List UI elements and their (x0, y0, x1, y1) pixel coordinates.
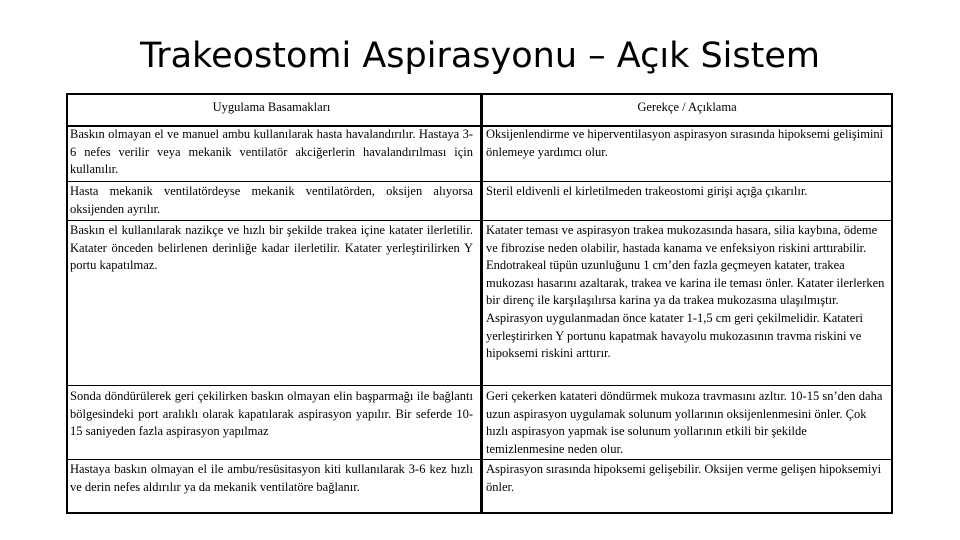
header-steps: Uygulama Basamakları (212, 100, 331, 114)
reason-cell-5: Aspirasyon sırasında hipoksemi gelişebilir. Oksijen verme gelişen hipoksemiyi önler. (486, 462, 882, 494)
row-divider (68, 220, 891, 221)
step-cell-5: Hastaya baskın olmayan el ile ambu/resüsitasyon kiti kullanılarak 3-6 kez hızlı ve derin nefes aldırılır ya da mekanik ventilatöre bağlanır. (70, 462, 473, 494)
step-cell-1: Baskın olmayan el ve manuel ambu kullanılarak hasta havalandırılır. Hastaya 3-6 nefes verilir veya mekanik ventilatör akciğerlerin havalandırılması için kullanılır. (70, 127, 473, 177)
reason-cell-2: Steril eldivenli el kirletilmeden trakeostomi girişi açığa çıkarılır. (486, 184, 808, 198)
procedure-table (66, 93, 893, 514)
step-cell-3: Baskın el kullanılarak nazikçe ve hızlı bir şekilde trakea içine katater ilerletilir. Katater önceden belirlenen derinliğe kadar ilerletilir. Katater yerleştirilirken Y portu kapatılmaz. (70, 223, 473, 273)
column-divider (480, 95, 483, 512)
step-cell-2: Hasta mekanik ventilatördeyse mekanik ventilatörden, oksijen alıyorsa oksijenden ayrılır. (70, 184, 473, 216)
step-cell-4: Sonda döndürülerek geri çekilirken baskın olmayan elin başparmağı ile bağlantı bölgesindeki port aralıklı olarak kapatılarak aspirasyon yapılır. Bir seferde 10-15 saniyeden fazla aspirasyon yapılmaz (70, 389, 473, 439)
row-divider (68, 181, 891, 182)
header-reasons: Gerekçe / Açıklama (637, 100, 737, 114)
reason-cell-4: Geri çekerken katateri döndürmek mukoza travmasını azltır. 10-15 sn’den daha uzun aspirasyon uygulamak solunum yollarının oksijenlenmesini önler. Çok hızlı aspirasyon yapmak ise solunum yollarının etkili bir şekilde temizlenmesine neden olur. (486, 389, 883, 456)
reason-cell-1: Oksijenlendirme ve hiperventilasyon aspirasyon sırasında hipoksemi gelişimini önlemeye yardımcı olur. (486, 127, 884, 159)
reason-cell-3: Katater teması ve aspirasyon trakea mukozasında hasara, silia kaybına, ödeme ve fibrozise neden olabilir, hastada kanama ve enfeksiyon riskini arttırabilir. Endotrakeal tüpün uzunluğunu 1 cm’den fazla geçmeyen katater, trakea mukozası hasarını azaltarak, trakea ve karina ile teması önler. Katater ilerlerken bir direnç ile karşılaşılırsa karina ya da trakea mukozasına ulaşılmıştır. Aspirasyon uygulanmadan önce katater 1-1,5 cm geri çekilmelidir. Katateri yerleştirirken Y portunu kapatmak havayolu mukozasının travma riskini ve hipoksemi riskini arttırır. (486, 223, 885, 361)
row-divider (68, 385, 891, 386)
row-divider (68, 459, 891, 460)
slide-title: Trakeostomi Aspirasyonu – Açık Sistem (139, 36, 820, 76)
